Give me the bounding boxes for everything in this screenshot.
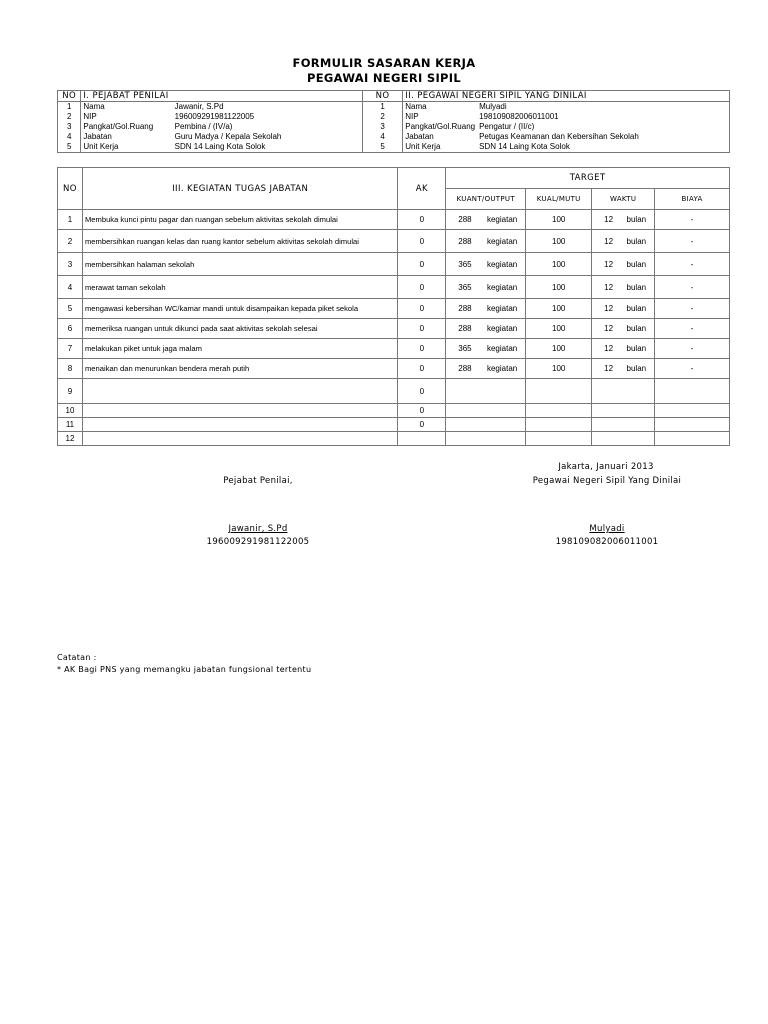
activity-no: 4 — [58, 276, 83, 299]
waktu-value: 12 — [604, 364, 614, 373]
right-signatory-name: Mulyadi — [589, 524, 625, 534]
kuant-output-value: 288 — [458, 236, 472, 246]
kuant-output-unit: kegiatan — [486, 215, 518, 224]
section1-row-no: 3 — [58, 122, 81, 132]
activity-row — [58, 359, 730, 379]
waktu-value: 12 — [604, 282, 614, 292]
kuant-output-cell — [446, 418, 526, 432]
section2-value: 198109082006011001 — [477, 112, 729, 122]
kuant-output-value: 288 — [458, 364, 472, 373]
section2-heading: II. PEGAWAI NEGERI SIPIL YANG DINILAI — [403, 91, 730, 102]
section1-heading: I. PEJABAT PENILAI — [81, 91, 363, 102]
section1-field: Nama — [81, 102, 173, 113]
officials-header-row — [58, 91, 730, 102]
activities-table — [57, 167, 730, 446]
waktu-unit: bulan — [626, 364, 647, 373]
officials-row — [58, 102, 730, 113]
section2-row-no: 4 — [362, 132, 402, 142]
kual-mutu-value: 100 — [526, 299, 592, 319]
waktu-cell — [592, 339, 655, 359]
waktu-cell — [592, 210, 655, 230]
section1-no-header: NO — [58, 91, 81, 102]
waktu-cell — [592, 418, 655, 432]
activity-row — [58, 276, 730, 299]
biaya-value: - — [655, 299, 730, 319]
waktu-unit: bulan — [626, 282, 647, 292]
section2-field: Jabatan — [403, 132, 477, 142]
waktu-value: 12 — [604, 344, 614, 353]
kuant-output-unit: kegiatan — [486, 282, 518, 292]
activities-body — [58, 210, 730, 446]
activity-row — [58, 299, 730, 319]
left-signatory-nip: 196009291981122005 — [206, 537, 310, 547]
activity-row — [58, 404, 730, 418]
kuant-output-cell — [446, 339, 526, 359]
kuant-output-header: KUANT/OUTPUT — [446, 189, 526, 210]
waktu-cell — [592, 359, 655, 379]
waktu-unit: bulan — [626, 259, 647, 269]
kuant-output-cell — [446, 379, 526, 404]
section1-field: Jabatan — [81, 132, 173, 142]
activity-row — [58, 319, 730, 339]
officials-row — [58, 132, 730, 142]
activity-ak: 0 — [398, 210, 446, 230]
kual-mutu-value — [526, 404, 592, 418]
activity-description: memeriksa ruangan untuk dikunci pada saat aktivitas sekolah selesai — [82, 319, 397, 339]
section1-field: Pangkat/Gol.Ruang — [81, 122, 173, 132]
waktu-cell — [592, 379, 655, 404]
kual-mutu-value — [526, 379, 592, 404]
kuant-output-value: 365 — [458, 259, 472, 269]
activity-row — [58, 339, 730, 359]
kual-mutu-value — [526, 418, 592, 432]
kual-mutu-value: 100 — [526, 230, 592, 253]
activity-no: 12 — [58, 432, 83, 446]
kual-mutu-value: 100 — [526, 319, 592, 339]
section1-value: 196009291981122005 — [173, 112, 363, 122]
section2-value: Pengatur / (II/c) — [477, 122, 729, 132]
kuant-output-cell — [446, 210, 526, 230]
section2-field: Unit Kerja — [403, 142, 477, 153]
waktu-unit: bulan — [626, 324, 647, 333]
biaya-value: - — [655, 253, 730, 276]
section1-row-no: 5 — [58, 142, 81, 153]
notes-label: Catatan : — [57, 653, 97, 662]
kuant-output-unit: kegiatan — [486, 304, 518, 313]
officials-row — [58, 142, 730, 153]
activity-row — [58, 379, 730, 404]
waktu-unit: bulan — [626, 215, 647, 224]
section2-row-no: 3 — [362, 122, 402, 132]
waktu-cell — [592, 404, 655, 418]
activity-row — [58, 418, 730, 432]
activity-ak: 0 — [398, 319, 446, 339]
section2-value: SDN 14 Laing Kota Solok — [477, 142, 729, 153]
activity-row — [58, 230, 730, 253]
waktu-cell — [592, 319, 655, 339]
activity-row — [58, 432, 730, 446]
target-header: TARGET — [446, 168, 730, 189]
activity-no: 8 — [58, 359, 83, 379]
activity-ak: 0 — [398, 404, 446, 418]
kual-mutu-value: 100 — [526, 276, 592, 299]
activity-ak: 0 — [398, 276, 446, 299]
activity-description: membersihkan halaman sekolah — [82, 253, 397, 276]
section2-value: Petugas Keamanan dan Kebersihan Sekolah — [477, 132, 729, 142]
activity-no: 3 — [58, 253, 83, 276]
section1-value: Guru Madya / Kepala Sekolah — [173, 132, 363, 142]
biaya-value — [655, 379, 730, 404]
section1-value: SDN 14 Laing Kota Solok — [173, 142, 363, 153]
activity-description: membersihkan ruangan kelas dan ruang kantor sebelum aktivitas sekolah dimulai — [82, 230, 397, 253]
waktu-unit: bulan — [626, 236, 647, 246]
activity-ak: 0 — [398, 230, 446, 253]
section2-row-no: 5 — [362, 142, 402, 153]
activity-description — [82, 432, 397, 446]
activity-no: 5 — [58, 299, 83, 319]
kuant-output-value: 288 — [458, 304, 472, 313]
waktu-cell — [592, 432, 655, 446]
kual-mutu-value: 100 — [526, 359, 592, 379]
activity-description — [82, 379, 397, 404]
kuant-output-value: 288 — [458, 215, 472, 224]
section2-field: Pangkat/Gol.Ruang — [403, 122, 477, 132]
kuant-output-unit: kegiatan — [486, 259, 518, 269]
kual-mutu-value: 100 — [526, 339, 592, 359]
biaya-value: - — [655, 210, 730, 230]
activity-no: 7 — [58, 339, 83, 359]
notes-text: * AK Bagi PNS yang memangku jabatan fungsional tertentu — [57, 665, 312, 674]
kuant-output-cell — [446, 276, 526, 299]
officials-row — [58, 122, 730, 132]
right-signatory-role: Pegawai Negeri Sipil Yang Dinilai — [532, 476, 682, 486]
kual-mutu-value — [526, 432, 592, 446]
biaya-header: BIAYA — [655, 189, 730, 210]
biaya-value: - — [655, 319, 730, 339]
kuant-output-unit: kegiatan — [486, 236, 518, 246]
officials-row — [58, 112, 730, 122]
section2-value: Mulyadi — [477, 102, 729, 113]
activity-description: mengawasi kebersihan WC/kamar mandi untuk disampaikan kepada piket sekola — [82, 299, 397, 319]
activity-ak: 0 — [398, 299, 446, 319]
activity-description — [82, 404, 397, 418]
form-subtitle: PEGAWAI NEGERI SIPIL — [307, 71, 461, 85]
officials-table — [57, 90, 730, 153]
biaya-value: - — [655, 276, 730, 299]
kuant-output-cell — [446, 253, 526, 276]
section1-value: Pembina / (IV/a) — [173, 122, 363, 132]
activity-ak — [398, 432, 446, 446]
biaya-value: - — [655, 230, 730, 253]
kuant-output-cell — [446, 319, 526, 339]
kuant-output-unit: kegiatan — [486, 364, 518, 373]
waktu-cell — [592, 253, 655, 276]
kuant-output-value: 365 — [458, 344, 472, 353]
kuant-output-value: 288 — [458, 324, 472, 333]
kuant-output-cell — [446, 359, 526, 379]
waktu-unit: bulan — [626, 344, 647, 353]
kuant-output-cell — [446, 432, 526, 446]
activity-description — [82, 418, 397, 432]
left-signatory-name: Jawanir, S.Pd — [228, 524, 288, 534]
form-title: FORMULIR SASARAN KERJA — [292, 56, 476, 70]
section2-field: NIP — [403, 112, 477, 122]
activity-ak: 0 — [398, 359, 446, 379]
waktu-cell — [592, 230, 655, 253]
waktu-value: 12 — [604, 304, 614, 313]
kual-mutu-value: 100 — [526, 210, 592, 230]
place-date: Jakarta, Januari 2013 — [558, 462, 654, 472]
section1-field: Unit Kerja — [81, 142, 173, 153]
kuant-output-cell — [446, 299, 526, 319]
waktu-unit: bulan — [626, 304, 647, 313]
waktu-cell — [592, 299, 655, 319]
activity-no: 11 — [58, 418, 83, 432]
waktu-value: 12 — [604, 259, 614, 269]
kual-mutu-value: 100 — [526, 253, 592, 276]
activity-no: 6 — [58, 319, 83, 339]
kuant-output-unit: kegiatan — [486, 324, 518, 333]
section2-row-no: 1 — [362, 102, 402, 113]
left-signatory-role: Pejabat Penilai, — [223, 476, 293, 486]
section1-row-no: 1 — [58, 102, 81, 113]
activities-header-row — [58, 168, 730, 189]
activity-description: Membuka kunci pintu pagar dan ruangan sebelum aktivitas sekolah dimulai — [82, 210, 397, 230]
activity-row — [58, 253, 730, 276]
kual-mutu-header: KUAL/MUTU — [526, 189, 592, 210]
waktu-header: WAKTU — [592, 189, 655, 210]
activities-heading: III. KEGIATAN TUGAS JABATAN — [82, 168, 397, 210]
right-signatory-nip: 198109082006011001 — [555, 537, 659, 547]
activity-no: 10 — [58, 404, 83, 418]
section1-row-no: 2 — [58, 112, 81, 122]
kuant-output-unit: kegiatan — [486, 344, 518, 353]
biaya-value — [655, 404, 730, 418]
activity-row — [58, 210, 730, 230]
activity-ak: 0 — [398, 379, 446, 404]
waktu-cell — [592, 276, 655, 299]
waktu-value: 12 — [604, 215, 614, 224]
activity-description: menaikan dan menurunkan bendera merah putih — [82, 359, 397, 379]
activity-description: melakukan piket untuk jaga malam — [82, 339, 397, 359]
kuant-output-value: 365 — [458, 282, 472, 292]
kuant-output-cell — [446, 230, 526, 253]
section1-row-no: 4 — [58, 132, 81, 142]
biaya-value — [655, 432, 730, 446]
activity-ak: 0 — [398, 339, 446, 359]
activity-no: 9 — [58, 379, 83, 404]
biaya-value: - — [655, 359, 730, 379]
waktu-value: 12 — [604, 236, 614, 246]
activities-no-header: NO — [58, 168, 83, 210]
section2-row-no: 2 — [362, 112, 402, 122]
section1-value: Jawanir, S.Pd — [173, 102, 363, 113]
section2-no-header: NO — [362, 91, 402, 102]
activity-description: merawat taman sekolah — [82, 276, 397, 299]
section2-field: Nama — [403, 102, 477, 113]
biaya-value — [655, 418, 730, 432]
activity-no: 1 — [58, 210, 83, 230]
waktu-value: 12 — [604, 324, 614, 333]
biaya-value: - — [655, 339, 730, 359]
ak-header: AK — [398, 168, 446, 210]
section1-field: NIP — [81, 112, 173, 122]
activity-ak: 0 — [398, 418, 446, 432]
kuant-output-cell — [446, 404, 526, 418]
activity-ak: 0 — [398, 253, 446, 276]
activity-no: 2 — [58, 230, 83, 253]
